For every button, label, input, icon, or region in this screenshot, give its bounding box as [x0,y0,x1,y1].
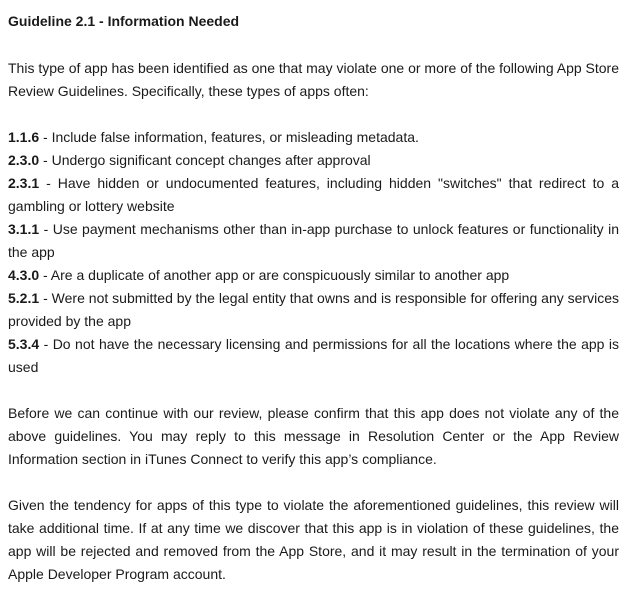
guideline-text: - Are a duplicate of another app or are conspicuously similar to another app [39,267,510,283]
warning-paragraph: Given the tendency for apps of this type to violate the aforementioned guidelines, this review will take additional time. If at any time we discover that this app is in violation of these guidelines, the app will be rejected and removed from the App Store, and it may result in the termination of your Apple Developer Program account. [8,497,619,582]
guideline-code: 3.1.1 [8,221,40,237]
confirm-paragraph: Before we can continue with our review, please confirm that this app does not violate any of the above guidelines. You may reply to this message in Resolution Center or the App Review Information section in iTunes Connect to verify this app’s compliance. [8,405,619,467]
guideline-code: 4.3.0 [8,267,40,283]
intro-paragraph: This type of app has been identified as one that may violate one or more of the following App Store Review Guidelines. Specifically, these types of apps often: [8,60,619,99]
guideline-text: - Do not have the necessary licensing and permissions for all the locations where the app is used [8,336,619,375]
guideline-code: 5.2.1 [8,290,40,306]
guideline-item [8,287,619,333]
guideline-text: - Were not submitted by the legal entity that owns and is responsible for offering any services provided by the app [8,290,619,329]
guideline-item [8,333,619,379]
guideline-text: - Have hidden or undocumented features, including hidden "switches" that redirect to a gambling or lottery website [8,175,619,214]
guideline-item [8,218,619,264]
message-title: Guideline 2.1 - Information Needed [8,13,240,29]
guideline-item [8,172,619,218]
guideline-code: 5.3.4 [8,336,40,352]
guideline-list [8,126,619,379]
guideline-code: 1.1.6 [8,129,40,145]
guideline-code: 2.3.1 [8,175,40,191]
guideline-item [8,149,619,172]
guideline-text: - Undergo significant concept changes after approval [39,152,371,168]
guideline-text: - Use payment mechanisms other than in-app purchase to unlock features or functionality in the app [8,221,619,260]
guideline-item [8,126,619,149]
guideline-code: 2.3.0 [8,152,40,168]
guideline-item [8,264,619,287]
guideline-text: - Include false information, features, or misleading metadata. [39,129,419,145]
